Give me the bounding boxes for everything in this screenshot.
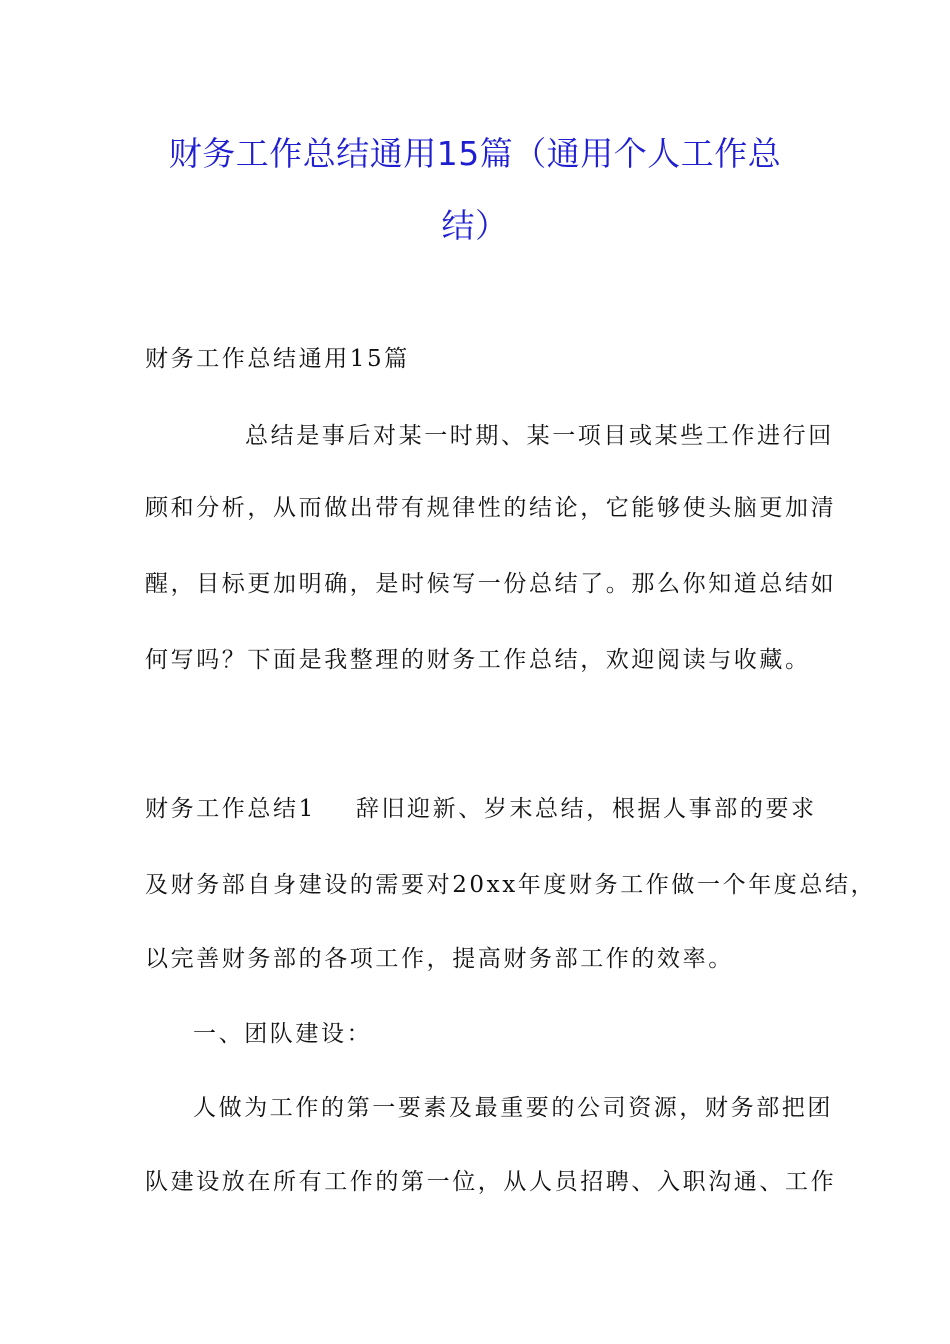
- intro-line-4: 何写吗？下面是我整理的财务工作总结，欢迎阅读与收藏。: [145, 647, 811, 673]
- item-heading: 一、团队建设：: [193, 1021, 373, 1047]
- section-1-line-1: 辞旧迎新、岁末总结，根据人事部的要求: [355, 796, 817, 822]
- section-1-line-2: 及财务部自身建设的需要对20xx年度财务工作做一个年度总结，: [145, 872, 877, 898]
- intro-line-1: 总结是事后对某一时期、某一项目或某些工作进行回: [245, 423, 834, 449]
- intro-line-3: 醒，目标更加明确，是时候写一份总结了。那么你知道总结如: [145, 571, 837, 597]
- item-line-1: 人做为工作的第一要素及最重要的公司资源，财务部把团: [193, 1095, 833, 1121]
- document-title-line-2: 结）: [441, 206, 509, 245]
- intro-line-2: 顾和分析，从而做出带有规律性的结论，它能够使头脑更加清: [145, 495, 837, 521]
- section-1-heading: 财务工作总结1: [145, 796, 316, 822]
- subtitle: 财务工作总结通用15篇: [145, 346, 410, 372]
- document-title-line-1: 财务工作总结通用15篇（通用个人工作总: [168, 134, 782, 173]
- section-1-first-line: [145, 794, 817, 824]
- item-line-2: 队建设放在所有工作的第一位，从人员招聘、入职沟通、工作: [145, 1169, 837, 1195]
- section-1-line-3: 以完善财务部的各项工作，提高财务部工作的效率。: [145, 946, 734, 972]
